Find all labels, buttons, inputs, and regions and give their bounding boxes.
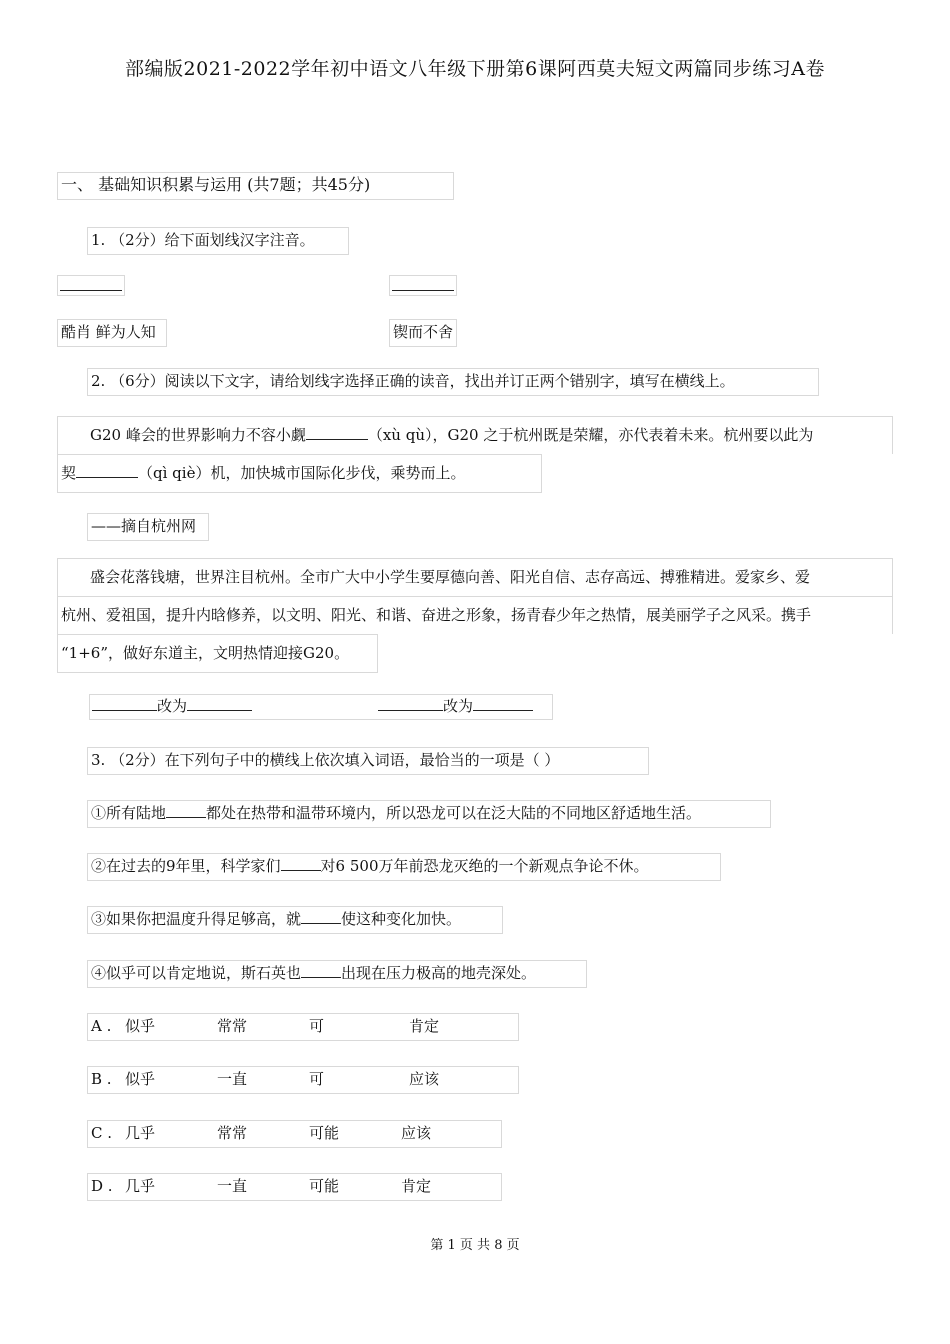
- option-word: 一直: [217, 1177, 248, 1195]
- option-word: 几乎: [125, 1124, 156, 1142]
- change-label-2: 改为: [443, 697, 474, 715]
- sentence-4-text: ④似乎可以肯定地说，斯石英也: [91, 964, 302, 982]
- correction-blank-4[interactable]: [473, 696, 533, 711]
- sentence-3-blank[interactable]: [301, 909, 341, 924]
- sentence-3-text: ③如果你把温度升得足够高，就: [91, 910, 302, 928]
- question-2-passage-1: [57, 416, 893, 493]
- sentence-4-text: 出现在压力极高的地壳深处。: [341, 964, 537, 982]
- blank-1[interactable]: [306, 425, 368, 440]
- passage-2-line: 盛会花落钱塘，世界注目杭州。全市广大中小学生要厚德向善、阳光自信、志存高远、搏雅精进。爱家乡、爱: [57, 558, 893, 596]
- correction-blank-2[interactable]: [187, 696, 252, 711]
- option-key: D .: [91, 1177, 113, 1195]
- answer-box-1b[interactable]: [389, 275, 457, 296]
- option-word: 几乎: [125, 1177, 156, 1195]
- passage-source: ——摘自杭州网: [87, 513, 209, 541]
- correction-blank-3[interactable]: [378, 696, 443, 711]
- option-word: 常常: [217, 1124, 248, 1142]
- page-footer: 第 1 页 共 8 页: [430, 1238, 520, 1253]
- option-a[interactable]: [87, 1013, 519, 1041]
- option-word: 肯定: [401, 1177, 432, 1195]
- option-b[interactable]: [87, 1066, 519, 1094]
- sentence-1-text: 都处在热带和温带环境内，所以恐龙可以在泛大陆的不同地区舒适地生活。: [206, 804, 702, 822]
- correction-blank-1[interactable]: [92, 696, 157, 711]
- option-word: 一直: [217, 1070, 248, 1088]
- sentence-1-blank[interactable]: [166, 803, 206, 818]
- question-3-stem: 3. （2分）在下列句子中的横线上依次填入词语，最恰当的一项是（ ）: [87, 747, 649, 775]
- passage-1-text: 契: [61, 464, 77, 482]
- option-c[interactable]: [87, 1120, 502, 1148]
- option-key: B .: [91, 1070, 112, 1088]
- sentence-1: [87, 800, 771, 828]
- passage-1-text: （xù qù），G20 之于杭州既是荣耀，亦代表着未来。杭州要以此为: [367, 426, 814, 444]
- sentence-1-text: ①所有陆地: [91, 804, 167, 822]
- correction-row: [89, 694, 553, 720]
- option-word: 应该: [401, 1124, 432, 1142]
- question-1-words-b: 锲而不舍: [389, 319, 457, 347]
- question-2-stem: 2. （6分）阅读以下文字，请给划线字选择正确的读音，找出并订正两个错别字，填写在横线上。: [87, 368, 819, 396]
- option-word: 肯定: [409, 1017, 440, 1035]
- option-word: 可: [309, 1017, 325, 1035]
- sentence-4: [87, 960, 587, 988]
- question-1-stem: 1. （2分）给下面划线汉字注音。: [87, 227, 349, 255]
- blank-2[interactable]: [76, 463, 138, 478]
- passage-1-text: （qì qiè）机，加快城市国际化步伐，乘势而上。: [138, 464, 466, 482]
- option-word: 应该: [409, 1070, 440, 1088]
- passage-2-line: “1+6”，做好东道主，文明热情迎接G20。: [57, 634, 378, 673]
- document-title: 部编版2021-2022学年初中语文八年级下册第6课阿西莫夫短文两篇同步练习A卷: [125, 58, 825, 80]
- option-word: 似乎: [125, 1070, 156, 1088]
- sentence-2: [87, 853, 721, 881]
- passage-1-text: G20 峰会的世界影响力不容小觑: [90, 426, 306, 444]
- sentence-2-blank[interactable]: [281, 856, 321, 871]
- answer-box-1a[interactable]: [57, 275, 125, 296]
- option-word: 似乎: [125, 1017, 156, 1035]
- change-label-1: 改为: [157, 697, 188, 715]
- section-heading: 一、 基础知识积累与运用 (共7题；共45分): [57, 172, 454, 200]
- sentence-3: [87, 906, 503, 934]
- sentence-2-text: ②在过去的9年里，科学家们: [91, 857, 281, 875]
- option-word: 可: [309, 1070, 325, 1088]
- question-1-words-a: 酷肖 鲜为人知: [57, 319, 167, 347]
- option-word: 可能: [309, 1124, 340, 1142]
- passage-2-line: 杭州、爱祖国，提升内晗修养，以文明、阳光、和谐、奋进之形象，扬青春少年之热情，展美丽学子之风采。携手: [57, 596, 893, 634]
- option-word: 常常: [217, 1017, 248, 1035]
- sentence-4-blank[interactable]: [301, 963, 341, 978]
- option-key: C .: [91, 1124, 113, 1142]
- option-key: A .: [91, 1017, 112, 1035]
- question-2-passage-2: [57, 558, 893, 673]
- sentence-2-text: 对6 500万年前恐龙灭绝的一个新观点争论不休。: [320, 857, 649, 875]
- option-d[interactable]: [87, 1173, 502, 1201]
- sentence-3-text: 使这种变化加快。: [341, 910, 462, 928]
- option-word: 可能: [309, 1177, 340, 1195]
